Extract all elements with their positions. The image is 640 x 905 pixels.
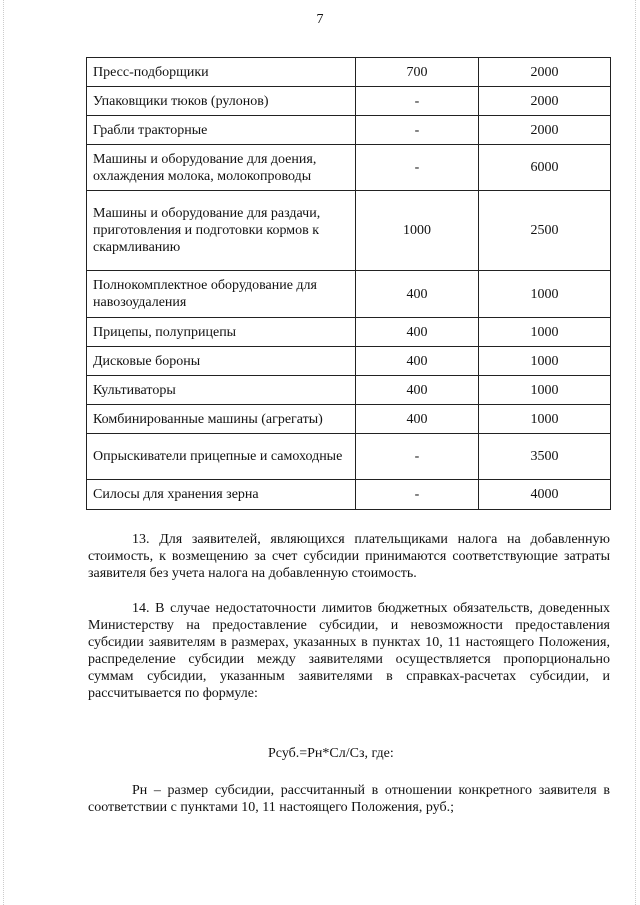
value-2: 4000 <box>479 480 611 510</box>
value-2: 1000 <box>479 318 611 347</box>
value-2: 6000 <box>479 145 611 191</box>
equipment-name: Комбинированные машины (агрегаты) <box>87 405 356 434</box>
equipment-name: Пресс-подборщики <box>87 58 356 87</box>
value-1: 1000 <box>356 191 479 271</box>
value-2: 2500 <box>479 191 611 271</box>
value-2: 2000 <box>479 58 611 87</box>
table-row <box>87 434 611 480</box>
page-number: 7 <box>316 12 324 27</box>
value-2: 2000 <box>479 87 611 116</box>
paragraph-13: 13. Для заявителей, являющихся плательщиками налога на добавленную стоимость, к возмещению за счет субсидии принимаются соответствующие затраты заявителя без учета налога на добавленную стоимость. <box>88 532 610 581</box>
value-2: 1000 <box>479 405 611 434</box>
table-row <box>87 58 611 87</box>
table-row <box>87 318 611 347</box>
scan-right-edge <box>635 0 637 905</box>
value-2: 1000 <box>479 347 611 376</box>
value-1: - <box>356 116 479 145</box>
paragraph-14: 14. В случае недостаточности лимитов бюджетных обязательств, доведенных Министерству на предоставление субсидии, и невозможности предоставления субсидии заявителям в размерах, указанных в пунктах 10, 11 настоящего Положения, распределение субсидии между заявителями осуществляется пропорционально суммам субсидии, указанным заявителями в справках-расчетах субсидии, и рассчитывается по формуле: <box>88 601 610 701</box>
table-row <box>87 480 611 510</box>
equipment-name: Культиваторы <box>87 376 356 405</box>
value-1: 400 <box>356 405 479 434</box>
value-2: 2000 <box>479 116 611 145</box>
value-2: 1000 <box>479 271 611 318</box>
table-row <box>87 405 611 434</box>
value-2: 3500 <box>479 434 611 480</box>
equipment-name: Опрыскиватели прицепные и самоходные <box>87 434 356 480</box>
equipment-name: Прицепы, полуприцепы <box>87 318 356 347</box>
paragraph-rn: Рн – размер субсидии, рассчитанный в отношении конкретного заявителя в соответствии с пунктами 10, 11 настоящего Положения, руб.; <box>88 783 610 815</box>
value-1: - <box>356 434 479 480</box>
table-row <box>87 145 611 191</box>
scan-left-edge <box>3 0 5 905</box>
equipment-name: Машины и оборудование для доения, охлаждения молока, молокопроводы <box>87 145 356 191</box>
equipment-name: Упаковщики тюков (рулонов) <box>87 87 356 116</box>
value-1: - <box>356 480 479 510</box>
value-1: 700 <box>356 58 479 87</box>
value-2: 1000 <box>479 376 611 405</box>
formula: Рсуб.=Рн*Сл/Сз, где: <box>268 746 394 761</box>
equipment-table <box>86 57 611 510</box>
value-1: 400 <box>356 318 479 347</box>
equipment-name: Полнокомплектное оборудование для навозоудаления <box>87 271 356 318</box>
table-row <box>87 347 611 376</box>
table-row <box>87 116 611 145</box>
table-row <box>87 87 611 116</box>
equipment-name: Машины и оборудование для раздачи, приготовления и подготовки кормов к скармливанию <box>87 191 356 271</box>
table-row <box>87 191 611 271</box>
equipment-name: Силосы для хранения зерна <box>87 480 356 510</box>
table-row <box>87 271 611 318</box>
value-1: 400 <box>356 376 479 405</box>
value-1: - <box>356 145 479 191</box>
table-row <box>87 376 611 405</box>
equipment-name: Дисковые бороны <box>87 347 356 376</box>
value-1: 400 <box>356 271 479 318</box>
value-1: 400 <box>356 347 479 376</box>
equipment-name: Грабли тракторные <box>87 116 356 145</box>
value-1: - <box>356 87 479 116</box>
